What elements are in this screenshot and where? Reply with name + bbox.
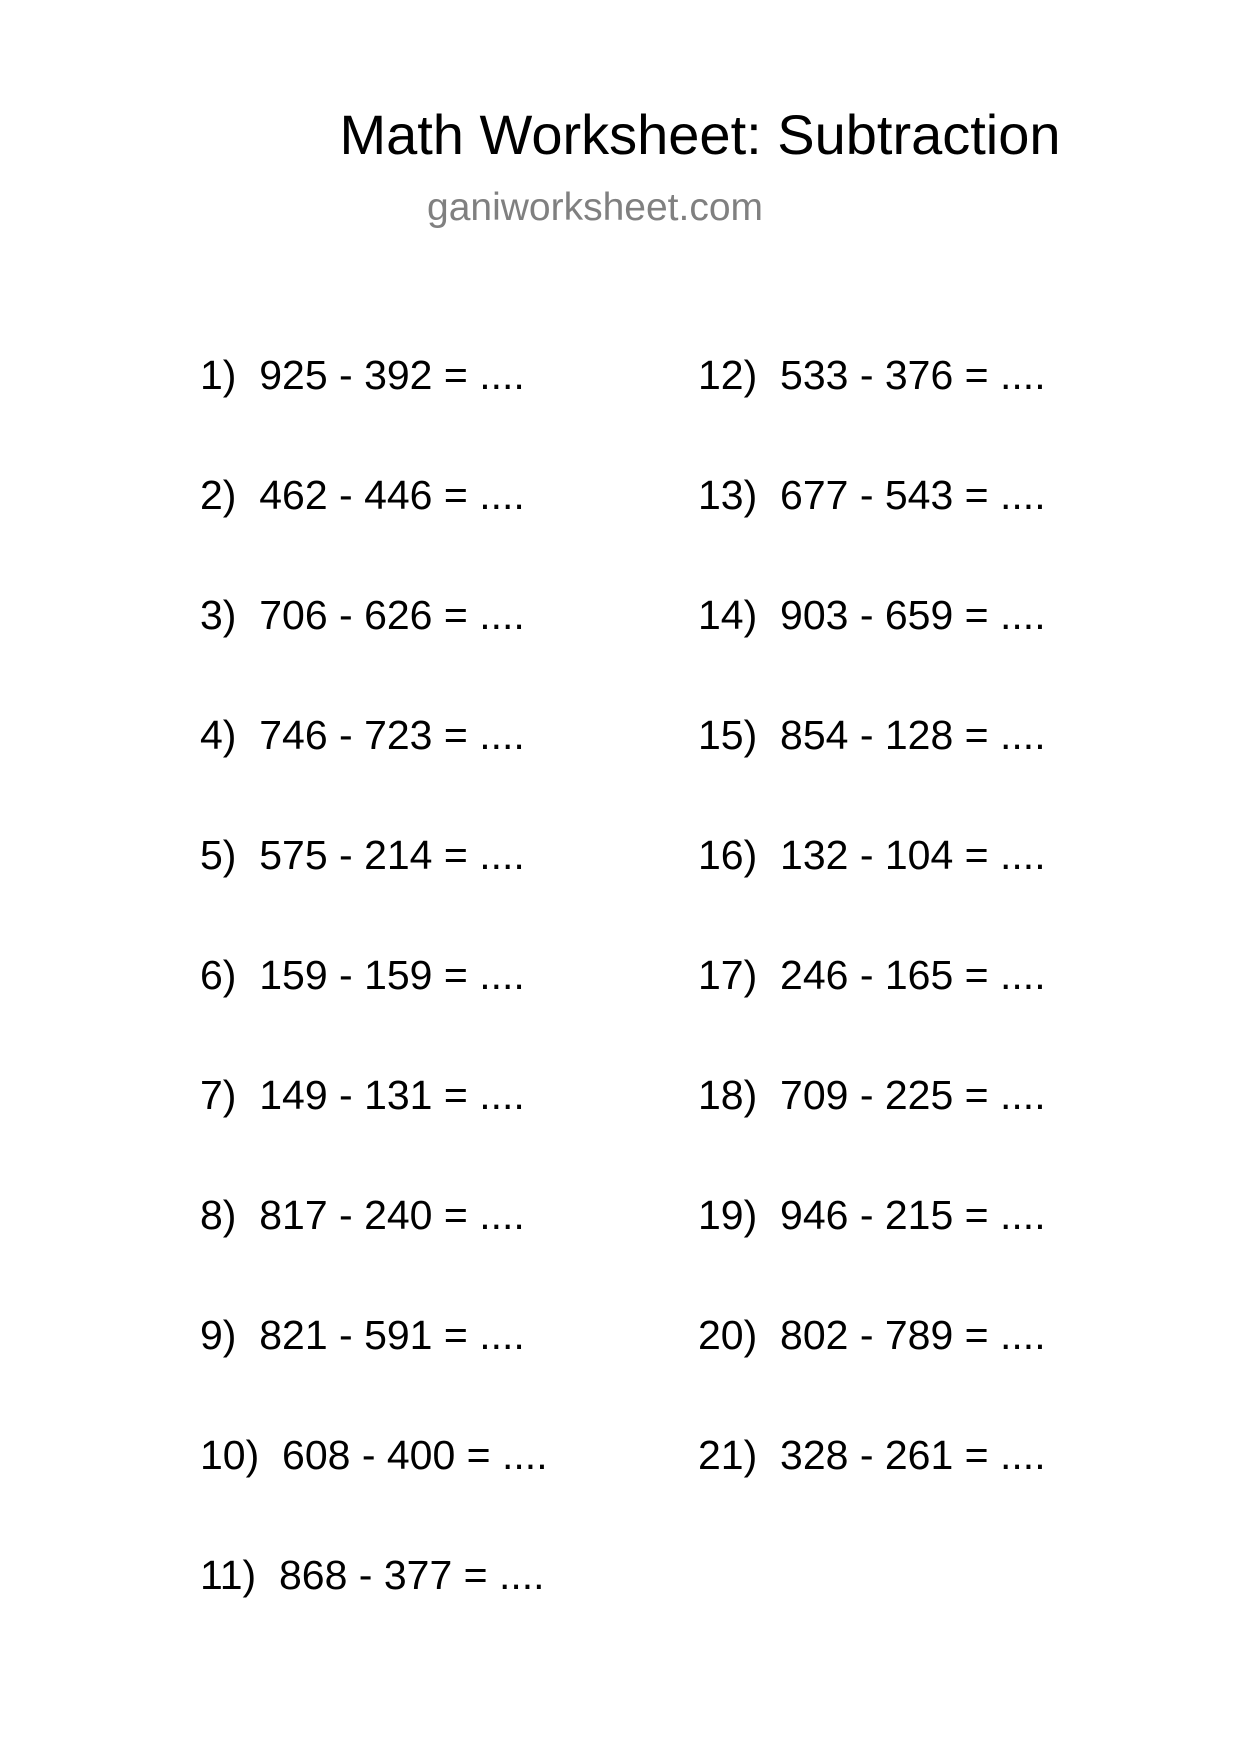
problem-1: 1) 925 - 392 = .... (200, 352, 525, 398)
problem-19: 19) 946 - 215 = .... (698, 1192, 1046, 1238)
problem-16: 16) 132 - 104 = .... (698, 832, 1046, 878)
problem-14: 14) 903 - 659 = .... (698, 592, 1046, 638)
problem-7: 7) 149 - 131 = .... (200, 1072, 525, 1118)
problem-13: 13) 677 - 543 = .... (698, 472, 1046, 518)
site-watermark: ganiworksheet.com (427, 186, 763, 229)
problem-column-right (698, 350, 1046, 1550)
problem-5: 5) 575 - 214 = .... (200, 832, 525, 878)
problem-column-left (200, 350, 548, 1670)
problem-18: 18) 709 - 225 = .... (698, 1072, 1046, 1118)
worksheet-title: Math Worksheet: Subtraction (339, 103, 1061, 166)
problem-21: 21) 328 - 261 = .... (698, 1432, 1046, 1478)
problem-4: 4) 746 - 723 = .... (200, 712, 525, 758)
problem-9: 9) 821 - 591 = .... (200, 1312, 525, 1358)
problem-17: 17) 246 - 165 = .... (698, 952, 1046, 998)
problem-15: 15) 854 - 128 = .... (698, 712, 1046, 758)
problem-2: 2) 462 - 446 = .... (200, 472, 525, 518)
problem-12: 12) 533 - 376 = .... (698, 352, 1046, 398)
problem-20: 20) 802 - 789 = .... (698, 1312, 1046, 1358)
problem-8: 8) 817 - 240 = .... (200, 1192, 525, 1238)
problem-6: 6) 159 - 159 = .... (200, 952, 525, 998)
problem-3: 3) 706 - 626 = .... (200, 592, 525, 638)
problem-10: 10) 608 - 400 = .... (200, 1432, 548, 1478)
problem-11: 11) 868 - 377 = .... (200, 1552, 545, 1598)
